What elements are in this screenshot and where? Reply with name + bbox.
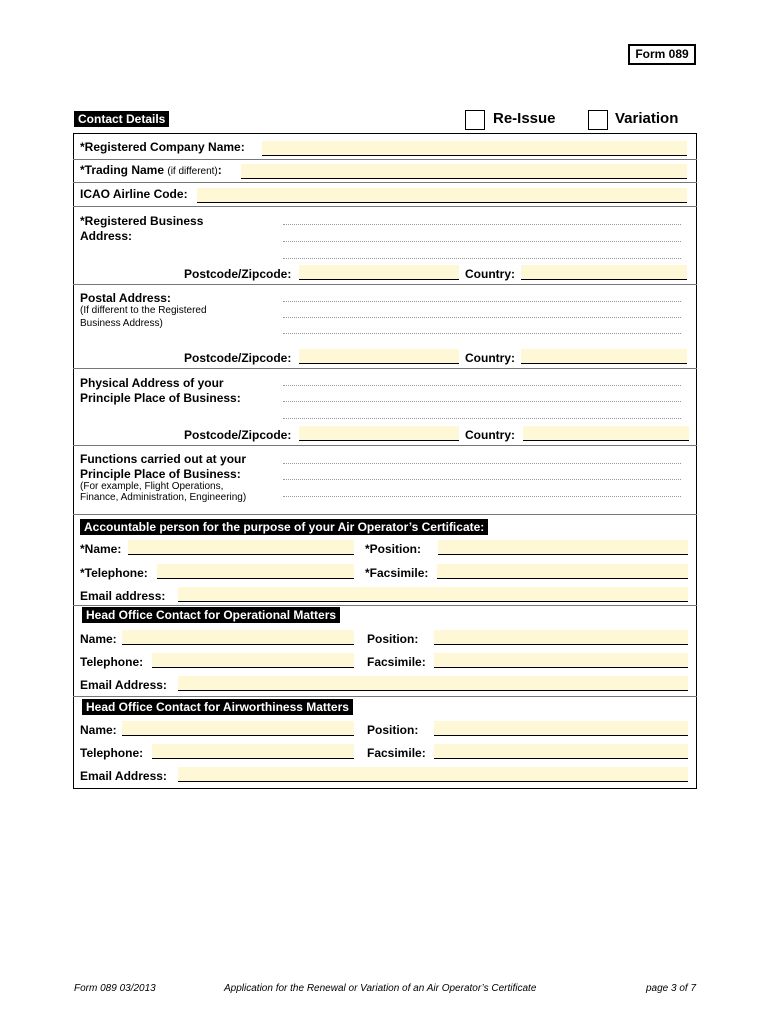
operational-position-label: Position: [367,632,419,646]
physical-address-line-2[interactable] [283,401,681,402]
functions-label-1: Functions carried out at your [80,452,247,466]
reissue-checkbox[interactable] [465,110,485,130]
operational-facsimile-input[interactable] [434,653,688,668]
divider [73,284,697,285]
reissue-label: Re-Issue [493,110,556,127]
accountable-position-input[interactable] [438,540,688,555]
country-input[interactable] [523,426,689,441]
postcode-input[interactable] [299,426,459,441]
accountable-telephone-input[interactable] [157,564,354,579]
functions-line-2[interactable] [283,479,681,480]
operational-position-input[interactable] [434,630,688,645]
operational-facsimile-label: Facsimile: [367,655,426,669]
registered-address-line-3[interactable] [283,258,681,259]
variation-label: Variation [615,110,679,127]
trading-name-input[interactable] [241,164,687,179]
airworthiness-facsimile-input[interactable] [434,744,688,759]
accountable-telephone-label: *Telephone: [80,566,148,580]
divider [73,159,697,160]
physical-address-label-2: Principle Place of Business: [80,391,241,405]
divider [73,514,697,515]
airworthiness-telephone-label: Telephone: [80,746,144,760]
icao-code-input[interactable] [197,188,687,203]
operational-heading: Head Office Contact for Operational Matters [82,607,340,623]
operational-name-input[interactable] [122,630,354,645]
airworthiness-position-label: Position: [367,723,419,737]
registered-address-label-1: *Registered Business [80,214,204,228]
airworthiness-email-input[interactable] [178,767,688,782]
postcode-input[interactable] [299,349,459,364]
postal-address-label: Postal Address: [80,291,171,305]
accountable-email-input[interactable] [178,587,688,602]
divider [73,206,697,207]
icao-code-label: ICAO Airline Code: [80,187,188,201]
registered-address-line-2[interactable] [283,241,681,242]
country-label: Country: [465,428,515,442]
accountable-person-heading: Accountable person for the purpose of your Air Operator’s Certificate: [80,519,488,535]
postcode-label: Postcode/Zipcode: [184,267,292,281]
airworthiness-position-input[interactable] [434,721,688,736]
airworthiness-facsimile-label: Facsimile: [367,746,426,760]
accountable-name-label: *Name: [80,542,122,556]
divider [73,605,697,606]
country-label: Country: [465,351,515,365]
operational-name-label: Name: [80,632,117,646]
functions-label-2: Principle Place of Business: [80,467,241,481]
footer-title: Application for the Renewal or Variation of an Air Operator’s Certificate [224,983,537,994]
postal-address-line-2[interactable] [283,317,681,318]
accountable-position-label: *Position: [365,542,421,556]
divider [73,182,697,183]
physical-address-line-1[interactable] [283,385,681,386]
airworthiness-name-input[interactable] [122,721,354,736]
country-input[interactable] [521,265,687,280]
divider [73,368,697,369]
variation-checkbox[interactable] [588,110,608,130]
country-label: Country: [465,267,515,281]
accountable-facsimile-input[interactable] [437,564,688,579]
operational-telephone-input[interactable] [152,653,354,668]
registered-address-line-1[interactable] [283,224,681,225]
registered-address-label-2: Address: [80,229,133,243]
trading-name-label: *Trading Name (if different): [80,163,222,177]
postcode-label: Postcode/Zipcode: [184,428,292,442]
operational-email-label: Email Address: [80,678,167,692]
footer-form-date: Form 089 03/2013 [74,983,156,994]
functions-line-1[interactable] [283,463,681,464]
physical-address-label-1: Physical Address of your [80,376,224,390]
divider [73,445,697,446]
country-input[interactable] [521,349,687,364]
postal-address-note-1: (If different to the Registered [80,305,207,316]
form-number: Form 089 [628,44,696,65]
airworthiness-email-label: Email Address: [80,769,167,783]
functions-note-1: (For example, Flight Operations, [80,481,224,492]
contact-details-heading: Contact Details [74,111,169,127]
functions-note-2: Finance, Administration, Engineering) [80,492,247,503]
postal-address-line-1[interactable] [283,301,681,302]
postal-address-note-2: Business Address) [80,318,163,329]
airworthiness-name-label: Name: [80,723,117,737]
airworthiness-heading: Head Office Contact for Airworthiness Matters [82,699,353,715]
registered-company-name-input[interactable] [262,141,687,156]
postcode-label: Postcode/Zipcode: [184,351,292,365]
footer-page-number: page 3 of 7 [646,983,697,994]
operational-email-input[interactable] [178,676,688,691]
functions-line-3[interactable] [283,496,681,497]
postcode-input[interactable] [299,265,459,280]
registered-company-name-label: *Registered Company Name: [80,140,245,154]
accountable-facsimile-label: *Facsimile: [365,566,429,580]
airworthiness-telephone-input[interactable] [152,744,354,759]
accountable-name-input[interactable] [128,540,354,555]
physical-address-line-3[interactable] [283,418,681,419]
operational-telephone-label: Telephone: [80,655,144,669]
postal-address-line-3[interactable] [283,333,681,334]
accountable-email-label: Email address: [80,589,166,603]
divider [73,696,697,697]
